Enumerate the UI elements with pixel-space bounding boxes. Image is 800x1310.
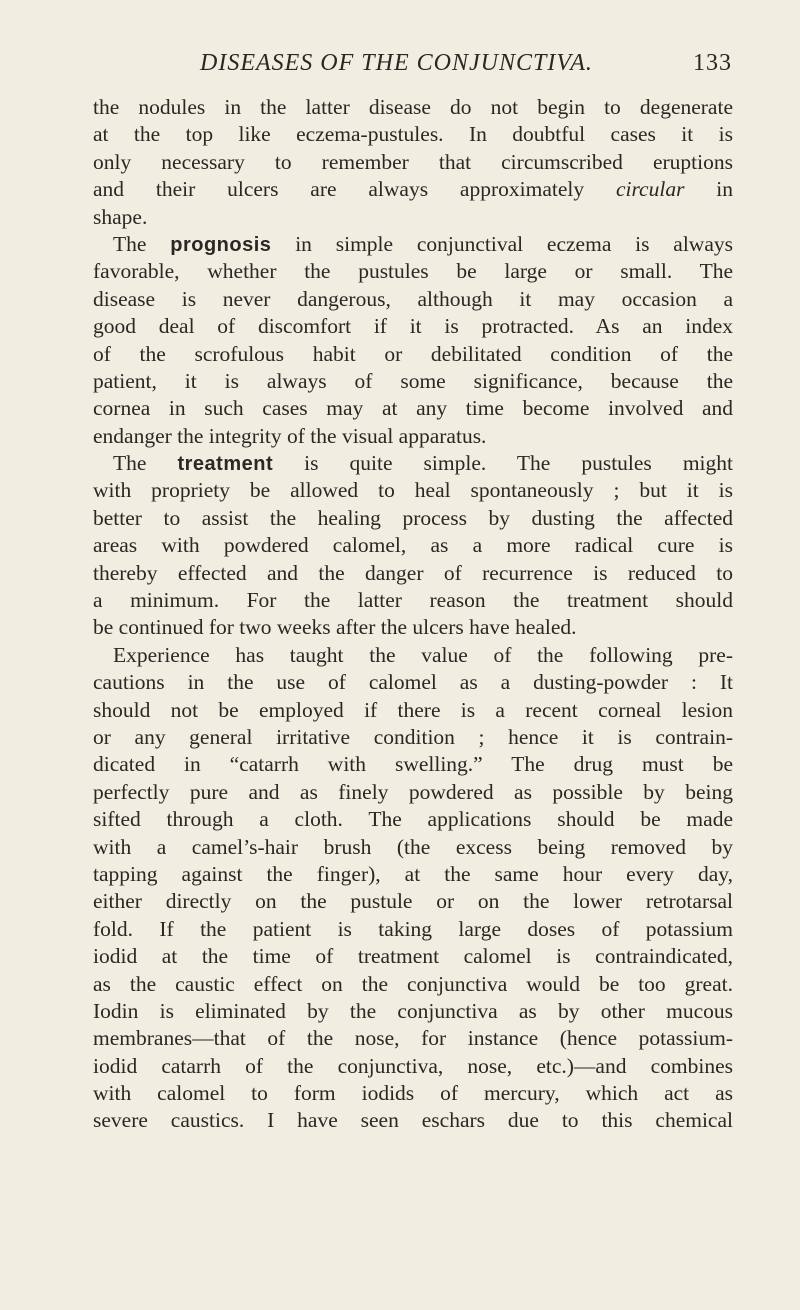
text-line: cornea in such cases may at any time become involved and bbox=[93, 396, 733, 421]
running-title: DISEASES OF THE CONJUNCTIVA. bbox=[200, 50, 593, 76]
text-line: areas with powdered calomel, as a more radical cure is bbox=[93, 533, 733, 558]
text-line: The prognosis in simple conjunctival eczema is always bbox=[113, 231, 733, 256]
text-line: should not be employed if there is a recent corneal lesion bbox=[93, 697, 733, 722]
text-line: dicated in “catarrh with swelling.” The drug must be bbox=[93, 752, 733, 777]
text-line: endanger the integrity of the visual apparatus. bbox=[93, 423, 487, 448]
text-line: Iodin is eliminated by the conjunctiva as by other mucous bbox=[93, 998, 733, 1023]
text-line: only necessary to remember that circumscribed eruptions bbox=[93, 149, 733, 174]
text-line: patient, it is always of some significance, because the bbox=[93, 368, 733, 393]
page-number: 133 bbox=[693, 50, 732, 76]
italic-term: circular bbox=[615, 177, 685, 202]
text-line: as the caustic effect on the conjunctiva would be too great. bbox=[93, 971, 733, 996]
text-line: severe caustics. I have seen eschars due to this chemical bbox=[93, 1108, 733, 1133]
section-keyword-prognosis: prognosis bbox=[170, 233, 272, 256]
text-line: fold. If the patient is taking large doses of potassium bbox=[93, 916, 733, 941]
text-line: with calomel to form iodids of mercury, which act as bbox=[93, 1081, 733, 1106]
text-line: thereby effected and the danger of recurrence is reduced to bbox=[93, 560, 733, 585]
text-line: iodid at the time of treatment calomel is contraindicated, bbox=[93, 944, 733, 969]
text-line: membranes—that of the nose, for instance (hence potassium- bbox=[93, 1026, 733, 1051]
text-line: perfectly pure and as finely powdered as possible by being bbox=[93, 779, 733, 804]
text-line: favorable, whether the pustules be large or small. The bbox=[93, 259, 733, 284]
text-line: shape. bbox=[93, 204, 148, 229]
text-line: of the scrofulous habit or debilitated condition of the bbox=[93, 341, 733, 366]
text-line: better to assist the healing process by dusting the affected bbox=[93, 505, 733, 530]
body-text bbox=[93, 94, 733, 1135]
text-line: be continued for two weeks after the ulcers have healed. bbox=[93, 615, 577, 640]
text-line: iodid catarrh of the conjunctiva, nose, etc.)—and combines bbox=[93, 1053, 733, 1078]
text-line: or any general irritative condition ; hence it is contrain- bbox=[93, 724, 733, 749]
text-line: at the top like eczema-pustules. In doubtful cases it is bbox=[93, 122, 733, 147]
text-line: tapping against the finger), at the same hour every day, bbox=[93, 861, 733, 886]
text-line: sifted through a cloth. The applications should be made bbox=[93, 807, 733, 832]
text-line: cautions in the use of calomel as a dusting-powder : It bbox=[93, 670, 733, 695]
text-line: the nodules in the latter disease do not begin to degenerate bbox=[93, 95, 733, 119]
section-keyword-treatment: treatment bbox=[177, 453, 274, 476]
text-line: good deal of discomfort if it is protracted. As an index bbox=[93, 314, 733, 339]
text-line: The treatment is quite simple. The pustules might bbox=[113, 451, 733, 476]
text-line: with propriety be allowed to heal spontaneously ; but it is bbox=[93, 478, 733, 503]
text-line: a minimum. For the latter reason the treatment should bbox=[93, 588, 733, 613]
text-line: disease is never dangerous, although it may occasion a bbox=[93, 286, 733, 311]
text-line: and their ulcers are always approximately circular in bbox=[93, 177, 734, 202]
text-line: with a camel’s-hair brush (the excess being removed by bbox=[93, 834, 733, 859]
text-line: either directly on the pustule or on the lower retrotarsal bbox=[93, 889, 733, 914]
text-line: Experience has taught the value of the following pre- bbox=[113, 642, 733, 667]
running-head bbox=[100, 50, 732, 90]
